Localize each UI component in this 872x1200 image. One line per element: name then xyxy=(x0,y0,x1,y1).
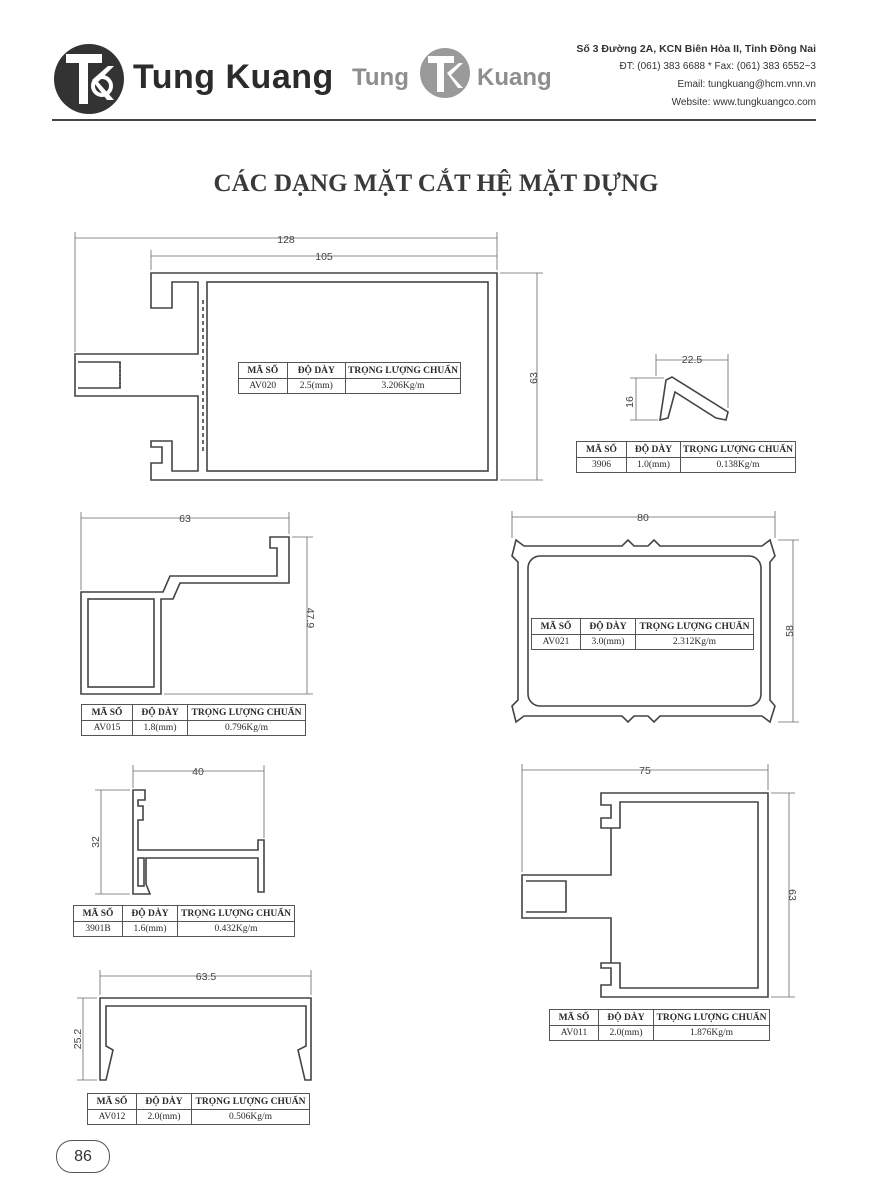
spec-table-av011 xyxy=(549,1009,770,1041)
weight: 0.506Kg/m xyxy=(192,1110,310,1125)
website: Website: www.tungkuangco.com xyxy=(671,97,816,108)
dim-av011-height: 63 xyxy=(786,889,798,901)
col-thickness: ĐỘ DÀY xyxy=(137,1094,192,1110)
dim-av020-width: 128 xyxy=(277,234,295,246)
thickness: 1.6(mm) xyxy=(123,922,178,937)
dim-av020-height: 63 xyxy=(528,372,540,384)
col-weight: TRỌNG LƯỢNG CHUẨN xyxy=(178,906,295,922)
dim-av011-width: 75 xyxy=(639,765,651,777)
weight: 3.206Kg/m xyxy=(346,379,461,394)
profile-av015-drawing xyxy=(81,537,289,694)
code: 3906 xyxy=(577,458,627,473)
thickness: 2.0(mm) xyxy=(137,1110,192,1125)
col-weight: TRỌNG LƯỢNG CHUẨN xyxy=(681,442,796,458)
col-thickness: ĐỘ DÀY xyxy=(287,363,345,379)
col-thickness: ĐỘ DÀY xyxy=(626,442,680,458)
code: AV012 xyxy=(88,1110,137,1125)
phone-fax: ĐT: (061) 383 6688 * Fax: (061) 383 6552~3 xyxy=(619,61,816,72)
spec-table-3906 xyxy=(576,441,796,473)
brand-secondary-right: Kuang xyxy=(477,64,552,91)
profile-3906-drawing xyxy=(660,377,728,420)
code: AV015 xyxy=(82,721,133,736)
dim-3906-height: 16 xyxy=(624,396,636,408)
code: AV020 xyxy=(239,379,288,394)
dim-av021-height: 58 xyxy=(784,625,796,637)
col-code: MÃ SỐ xyxy=(532,619,581,635)
weight: 0.432Kg/m xyxy=(178,922,295,937)
col-thickness: ĐỘ DÀY xyxy=(599,1010,654,1026)
dim-av020-inner-width: 105 xyxy=(315,251,333,263)
spec-table-3901b xyxy=(73,905,295,937)
col-weight: TRỌNG LƯỢNG CHUẨN xyxy=(654,1010,770,1026)
dim-av015-width: 63 xyxy=(179,513,191,525)
col-thickness: ĐỘ DÀY xyxy=(123,906,178,922)
profile-av012-drawing xyxy=(100,998,311,1080)
code: AV021 xyxy=(532,635,581,650)
thickness: 2.5(mm) xyxy=(287,379,345,394)
weight: 1.876Kg/m xyxy=(654,1026,770,1041)
thickness: 2.0(mm) xyxy=(599,1026,654,1041)
weight: 2.312Kg/m xyxy=(636,635,754,650)
weight: 0.138Kg/m xyxy=(681,458,796,473)
thickness: 1.0(mm) xyxy=(626,458,680,473)
profile-av011-drawing xyxy=(522,793,768,997)
dim-3906-width: 22.5 xyxy=(681,354,703,366)
spec-table-av021 xyxy=(531,618,754,650)
spec-table-av015 xyxy=(81,704,306,736)
col-code: MÃ SỐ xyxy=(577,442,627,458)
profile-3901b-drawing xyxy=(133,790,264,894)
address: Số 3 Đường 2A, KCN Biên Hòa II, Tỉnh Đồng Nai xyxy=(576,43,816,55)
thickness: 3.0(mm) xyxy=(581,635,636,650)
code: 3901B xyxy=(74,922,123,937)
dim-3901b-height: 32 xyxy=(90,836,102,848)
dim-3901b-width: 40 xyxy=(192,766,204,778)
page-title: CÁC DẠNG MẶT CẮT HỆ MẶT DỰNG xyxy=(213,170,659,197)
page-number: 86 xyxy=(56,1140,110,1173)
dim-av021-width: 80 xyxy=(637,512,649,524)
dim-av012-width: 63.5 xyxy=(195,971,217,983)
col-thickness: ĐỘ DÀY xyxy=(581,619,636,635)
brand-primary: Tung Kuang xyxy=(133,58,334,96)
dim-av012-height: 25.2 xyxy=(72,1028,84,1050)
col-weight: TRỌNG LƯỢNG CHUẨN xyxy=(636,619,754,635)
col-code: MÃ SỐ xyxy=(550,1010,599,1026)
col-code: MÃ SỐ xyxy=(74,906,123,922)
col-code: MÃ SỐ xyxy=(82,705,133,721)
weight: 0.796Kg/m xyxy=(188,721,306,736)
col-weight: TRỌNG LƯỢNG CHUẨN xyxy=(192,1094,310,1110)
spec-table-av020 xyxy=(238,362,461,394)
email: Email: tungkuang@hcm.vnn.vn xyxy=(677,79,816,90)
col-weight: TRỌNG LƯỢNG CHUẨN xyxy=(188,705,306,721)
col-code: MÃ SỐ xyxy=(239,363,288,379)
col-weight: TRỌNG LƯỢNG CHUẨN xyxy=(346,363,461,379)
spec-table-av012 xyxy=(87,1093,310,1125)
code: AV011 xyxy=(550,1026,599,1041)
dim-av015-height: 47.9 xyxy=(304,607,316,629)
col-code: MÃ SỐ xyxy=(88,1094,137,1110)
thickness: 1.8(mm) xyxy=(133,721,188,736)
col-thickness: ĐỘ DÀY xyxy=(133,705,188,721)
brand-secondary-left: Tung xyxy=(352,64,409,91)
